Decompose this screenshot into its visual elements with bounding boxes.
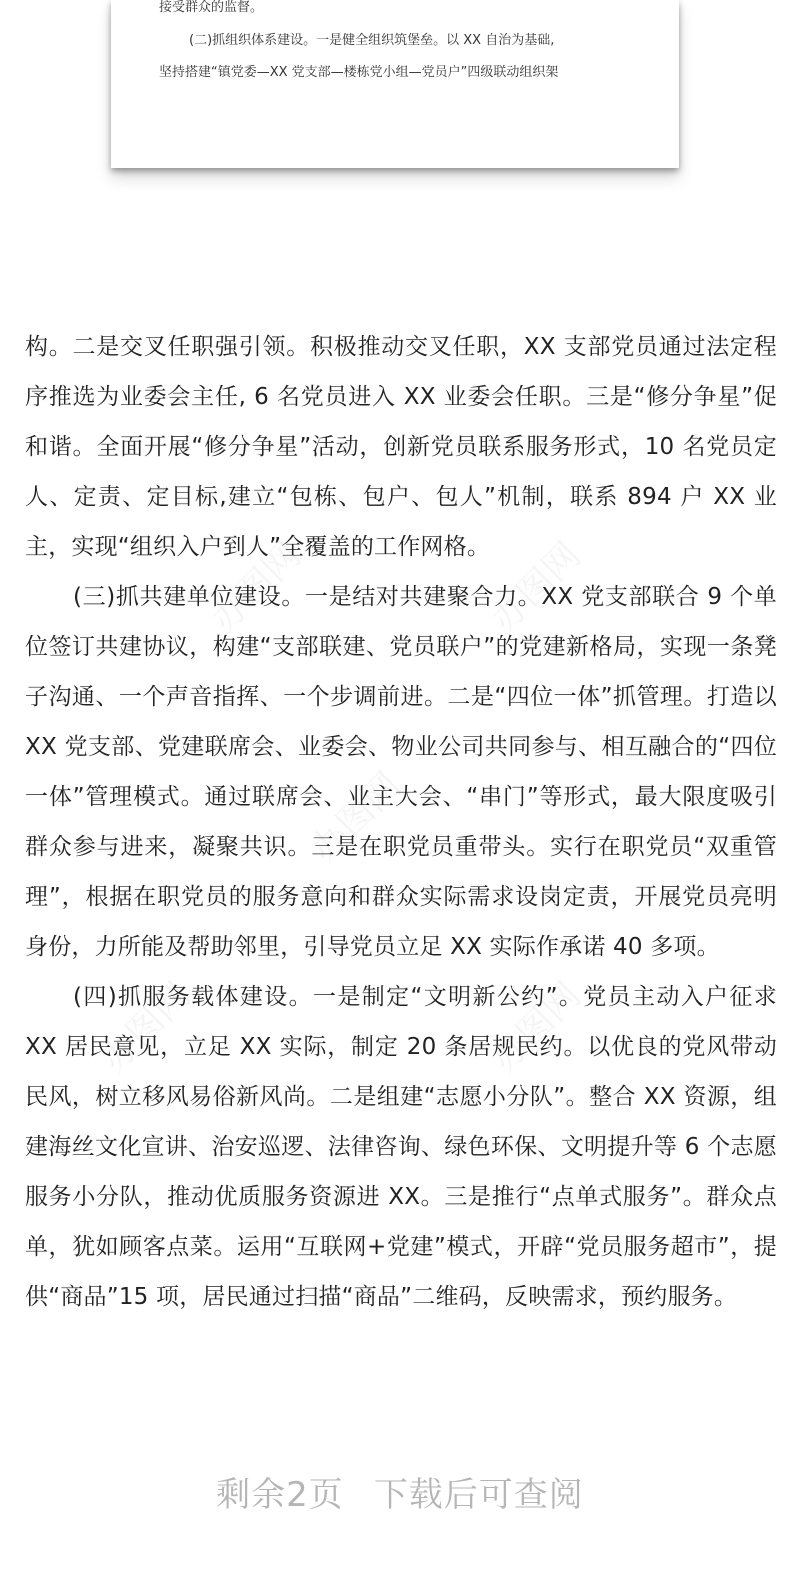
- preview-line: (二)抓组织体系建设。一是健全组织筑堡垒。以 XX 自治为基础,: [189, 33, 555, 48]
- paragraph: (三)抓共建单位建设。一是结对共建聚合力。XX 党支部联合 9 个单位签订共建协议，构建“支部联建、党员联户”的党建新格局，实现一条凳子沟通、一个声音指挥、一个步调前进。二是“四位一体”抓管理。打造以 XX 党支部、党建联席会、业委会、物业公司共同参与、相互融合的“四位一体”管理模式。通过联席会、业主大会、“串门”等形式，最大限度吸引群众参与进来，凝聚共识。三是在职党员重带头。实行在职党员“双重管理”，根据在职党员的服务意向和群众实际需求设岗定责，开展党员亮明身份，力所能及帮助邻里，引导党员立足 XX 实际作承诺 40 多项。: [25, 584, 777, 960]
- preview-line: 接受群众的监督。: [159, 0, 264, 15]
- document-body: [25, 322, 777, 1322]
- paragraph: 构。二是交叉任职强引领。积极推动交叉任职，XX 支部党员通过法定程序推选为业委会主任, 6 名党员进入 XX 业委会任职。三是“修分争星”促和谐。全面开展“修分争星”活动，创新党员联系服务形式，10 名党员定人、定责、定目标,建立“包栋、包户、包人”机制，联系 894 户 XX 业主，实现“组织入户到人”全覆盖的工作网格。: [25, 334, 777, 560]
- paragraph: (四)抓服务载体建设。一是制定“文明新公约”。党员主动入户征求 XX 居民意见，立足 XX 实际，制定 20 条居规民约。以优良的党风带动民风，树立移风易俗新风尚。二是组建“志愿小分队”。整合 XX 资源，组建海丝文化宣讲、治安巡逻、法律咨询、绿色环保、文明提升等 6 个志愿服务小分队，推动优质服务资源进 XX。三是推行“点单式服务”。群众点单，犹如顾客点菜。运用“互联网+党建”模式，开辟“党员服务超市”，提供“商品”15 项，居民通过扫描“商品”二维码，反映需求，预约服务。: [25, 984, 777, 1310]
- preview-line: 坚持搭建“镇党委—XX 党支部—楼栋党小组—党员户”四级联动组织架: [159, 65, 559, 80]
- page-preview-card[interactable]: [111, 0, 679, 168]
- remaining-pages-label: 剩余2页: [216, 1475, 344, 1515]
- download-hint-label: 下载后可查阅: [373, 1475, 584, 1515]
- remaining-pages-notice[interactable]: [0, 1467, 800, 1516]
